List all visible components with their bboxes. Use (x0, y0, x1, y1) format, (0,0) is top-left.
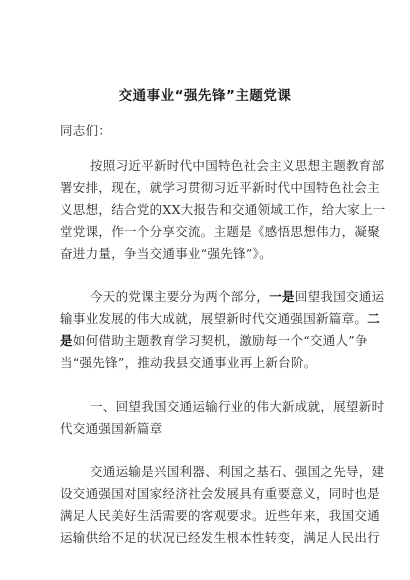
paragraph-1-line-5: 奋进力量，争当交通事业“强先锋”》。 (60, 246, 272, 261)
paragraph-3-line-3: 满足人民美好生活需要的客观要求。近些年来，我国交通 (60, 508, 381, 523)
part-two-label: 二 (367, 311, 381, 326)
paragraph-3-line-1: 交通运输是兴国利器、利国之基石、强国之先导，建 (90, 464, 385, 479)
part-one-label: 一是 (269, 289, 295, 304)
paragraph-3-line-2: 设交通强国对国家经济社会发展具有重要意义，同时也是 (60, 486, 381, 501)
paragraph-2-text: 今天的党课主要分为两个部分， (90, 289, 270, 304)
paragraph-1-line-2: 署安排，现在，就学习贯彻习近平新时代中国特色社会主 (60, 180, 381, 195)
paragraph-2-text: 如何借助主题教育学习契机，激励每一个“交通人”争 (72, 333, 368, 348)
paragraph-2-line-3 (0, 333, 410, 349)
salutation: 同志们： (60, 123, 112, 138)
paragraph-2-line-1 (0, 289, 410, 305)
paragraph-2-text: 回望我国交通运 (294, 289, 385, 304)
section-1-heading-line-1: 一、回望我国交通运输行业的伟大新成就，展望新时 (90, 399, 385, 414)
section-1-heading-line-2: 代交通强国新篇章 (60, 421, 163, 436)
part-two-label: 是 (60, 333, 73, 348)
paragraph-3-line-4: 运输供给不足的状况已经发生根本性转变，满足人民出行 (60, 530, 381, 545)
paragraph-1-line-3: 义思想，结合党的XX大报告和交通领域工作，给大家上一 (60, 202, 386, 217)
document-title: 交通事业“强先锋”主题党课 (118, 88, 292, 104)
paragraph-2-line-4: 当“强先锋”，推动我县交通事业再上新台阶。 (60, 355, 317, 370)
paragraph-1-line-4: 堂党课，作一个分享交流。主题是《感悟思想伟力，凝聚 (60, 224, 381, 239)
paragraph-1-line-1: 按照习近平新时代中国特色社会主义思想主题教育部 (90, 158, 385, 173)
paragraph-2-line-2 (0, 311, 410, 327)
paragraph-2-text: 输事业发展的伟大成就，展望新时代交通强国新篇章。 (60, 311, 368, 326)
